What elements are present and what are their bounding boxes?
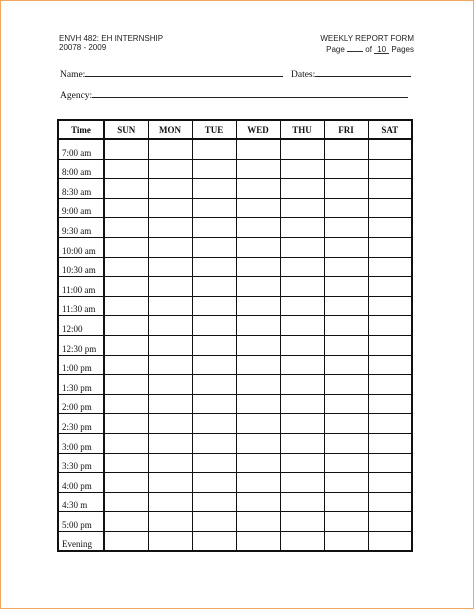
table-row xyxy=(58,492,412,512)
schedule-cell-tue[interactable] xyxy=(192,179,236,199)
schedule-cell-mon[interactable] xyxy=(148,512,192,532)
schedule-cell-sun[interactable] xyxy=(104,512,148,532)
dates-input-line[interactable] xyxy=(315,67,411,77)
schedule-cell-mon[interactable] xyxy=(148,355,192,375)
schedule-cell-thu[interactable] xyxy=(280,531,324,551)
schedule-cell-fri[interactable] xyxy=(324,492,368,512)
schedule-cell-tue[interactable] xyxy=(192,218,236,238)
schedule-cell-sun[interactable] xyxy=(104,355,148,375)
schedule-cell-tue[interactable] xyxy=(192,139,236,159)
schedule-cell-wed[interactable] xyxy=(236,492,280,512)
schedule-cell-sat[interactable] xyxy=(368,335,412,355)
schedule-cell-mon[interactable] xyxy=(148,335,192,355)
schedule-cell-sat[interactable] xyxy=(368,394,412,414)
schedule-cell-tue[interactable] xyxy=(192,316,236,336)
schedule-cell-tue[interactable] xyxy=(192,473,236,493)
schedule-cell-wed[interactable] xyxy=(236,473,280,493)
time-slot-label: 8:00 am xyxy=(58,159,104,179)
schedule-cell-sat[interactable] xyxy=(368,257,412,277)
schedule-cell-wed[interactable] xyxy=(236,335,280,355)
time-slot-label: 7:00 am xyxy=(58,139,104,159)
schedule-cell-wed[interactable] xyxy=(236,375,280,395)
time-slot-label: 5:00 pm xyxy=(58,512,104,532)
schedule-cell-wed[interactable] xyxy=(236,512,280,532)
schedule-cell-fri[interactable] xyxy=(324,237,368,257)
time-slot-label: 2:30 pm xyxy=(58,414,104,434)
schedule-cell-thu[interactable] xyxy=(280,433,324,453)
schedule-cell-fri[interactable] xyxy=(324,433,368,453)
schedule-cell-mon[interactable] xyxy=(148,277,192,297)
time-slot-label: 10:30 am xyxy=(58,257,104,277)
schedule-cell-sat[interactable] xyxy=(368,198,412,218)
schedule-cell-sat[interactable] xyxy=(368,375,412,395)
schedule-cell-wed[interactable] xyxy=(236,296,280,316)
schedule-cell-sun[interactable] xyxy=(104,375,148,395)
schedule-cell-sat[interactable] xyxy=(368,414,412,434)
schedule-cell-sun[interactable] xyxy=(104,414,148,434)
schedule-cell-mon[interactable] xyxy=(148,394,192,414)
schedule-cell-fri[interactable] xyxy=(324,453,368,473)
schedule-cell-mon[interactable] xyxy=(148,139,192,159)
schedule-cell-sat[interactable] xyxy=(368,355,412,375)
table-row xyxy=(58,512,412,532)
schedule-cell-mon[interactable] xyxy=(148,218,192,238)
schedule-cell-fri[interactable] xyxy=(324,139,368,159)
time-slot-label: 2:00 pm xyxy=(58,394,104,414)
schedule-cell-fri[interactable] xyxy=(324,473,368,493)
schedule-cell-fri[interactable] xyxy=(324,179,368,199)
table-row xyxy=(58,139,412,159)
schedule-cell-mon[interactable] xyxy=(148,375,192,395)
page-count-line xyxy=(320,43,414,54)
schedule-cell-wed[interactable] xyxy=(236,355,280,375)
schedule-cell-sat[interactable] xyxy=(368,277,412,297)
page-suffix: Pages xyxy=(391,45,414,54)
schedule-cell-sat[interactable] xyxy=(368,179,412,199)
schedule-cell-wed[interactable] xyxy=(236,257,280,277)
schedule-cell-mon[interactable] xyxy=(148,237,192,257)
time-slot-label: 12:30 pm xyxy=(58,335,104,355)
time-slot-label: 4:30 m xyxy=(58,492,104,512)
time-slot-label: 4:00 pm xyxy=(58,473,104,493)
schedule-cell-tue[interactable] xyxy=(192,277,236,297)
schedule-cell-sun[interactable] xyxy=(104,335,148,355)
column-header-fri: FRI xyxy=(324,120,368,139)
page-of: of xyxy=(365,45,372,54)
schedule-cell-tue[interactable] xyxy=(192,355,236,375)
schedule-cell-thu[interactable] xyxy=(280,257,324,277)
time-slot-label: 1:00 pm xyxy=(58,355,104,375)
schedule-cell-sun[interactable] xyxy=(104,218,148,238)
table-row xyxy=(58,394,412,414)
table-row xyxy=(58,433,412,453)
column-header-wed: WED xyxy=(236,120,280,139)
schedule-cell-thu[interactable] xyxy=(280,316,324,336)
schedule-cell-sat[interactable] xyxy=(368,218,412,238)
schedule-cell-thu[interactable] xyxy=(280,179,324,199)
form-title: WEEKLY REPORT FORM xyxy=(320,34,414,43)
schedule-cell-mon[interactable] xyxy=(148,179,192,199)
schedule-cell-tue[interactable] xyxy=(192,296,236,316)
table-row xyxy=(58,375,412,395)
schedule-cell-sat[interactable] xyxy=(368,433,412,453)
schedule-cell-sat[interactable] xyxy=(368,531,412,551)
schedule-cell-tue[interactable] xyxy=(192,492,236,512)
schedule-cell-wed[interactable] xyxy=(236,198,280,218)
schedule-cell-tue[interactable] xyxy=(192,375,236,395)
schedule-cell-wed[interactable] xyxy=(236,394,280,414)
name-label: Name: xyxy=(60,70,86,80)
schedule-cell-thu[interactable] xyxy=(280,159,324,179)
schedule-cell-wed[interactable] xyxy=(236,139,280,159)
time-slot-label: 1:30 pm xyxy=(58,375,104,395)
schedule-cell-fri[interactable] xyxy=(324,375,368,395)
schedule-cell-fri[interactable] xyxy=(324,257,368,277)
table-row xyxy=(58,257,412,277)
schedule-cell-sun[interactable] xyxy=(104,453,148,473)
schedule-cell-tue[interactable] xyxy=(192,433,236,453)
schedule-cell-wed[interactable] xyxy=(236,237,280,257)
schedule-cell-tue[interactable] xyxy=(192,257,236,277)
column-header-mon: MON xyxy=(148,120,192,139)
column-header-time: Time xyxy=(58,120,104,139)
schedule-cell-fri[interactable] xyxy=(324,414,368,434)
schedule-cell-thu[interactable] xyxy=(280,139,324,159)
schedule-cell-thu[interactable] xyxy=(280,198,324,218)
schedule-cell-sun[interactable] xyxy=(104,531,148,551)
schedule-cell-sun[interactable] xyxy=(104,237,148,257)
schedule-cell-wed[interactable] xyxy=(236,433,280,453)
schedule-cell-sun[interactable] xyxy=(104,316,148,336)
schedule-cell-sat[interactable] xyxy=(368,139,412,159)
table-row xyxy=(58,218,412,238)
name-input-line[interactable] xyxy=(85,67,283,77)
schedule-cell-mon[interactable] xyxy=(148,453,192,473)
schedule-cell-sat[interactable] xyxy=(368,453,412,473)
schedule-cell-wed[interactable] xyxy=(236,277,280,297)
time-slot-label: 12:00 xyxy=(58,316,104,336)
time-slot-label: 10:00 am xyxy=(58,237,104,257)
schedule-cell-fri[interactable] xyxy=(324,316,368,336)
table-row xyxy=(58,277,412,297)
time-slot-label: 11:00 am xyxy=(58,277,104,297)
table-row xyxy=(58,473,412,493)
schedule-cell-sun[interactable] xyxy=(104,492,148,512)
schedule-cell-tue[interactable] xyxy=(192,414,236,434)
schedule-cell-wed[interactable] xyxy=(236,179,280,199)
name-field xyxy=(60,67,283,80)
schedule-cell-mon[interactable] xyxy=(148,198,192,218)
schedule-cell-tue[interactable] xyxy=(192,531,236,551)
schedule-cell-wed[interactable] xyxy=(236,531,280,551)
schedule-cell-sun[interactable] xyxy=(104,257,148,277)
course-title: ENVH 482: EH INTERNSHIP xyxy=(59,34,164,43)
schedule-cell-sun[interactable] xyxy=(104,394,148,414)
schedule-cell-tue[interactable] xyxy=(192,198,236,218)
schedule-cell-wed[interactable] xyxy=(236,218,280,238)
schedule-cell-tue[interactable] xyxy=(192,335,236,355)
schedule-cell-thu[interactable] xyxy=(280,277,324,297)
schedule-cell-mon[interactable] xyxy=(148,492,192,512)
table-row xyxy=(58,335,412,355)
page-number-blank[interactable] xyxy=(347,43,363,52)
schedule-cell-sat[interactable] xyxy=(368,296,412,316)
schedule-cell-fri[interactable] xyxy=(324,512,368,532)
schedule-cell-mon[interactable] xyxy=(148,159,192,179)
time-slot-label: 9:30 am xyxy=(58,218,104,238)
schedule-cell-sun[interactable] xyxy=(104,179,148,199)
schedule-cell-thu[interactable] xyxy=(280,355,324,375)
page-prefix: Page xyxy=(326,45,345,54)
agency-label: Agency: xyxy=(60,91,93,101)
weekly-schedule-table xyxy=(57,119,413,552)
form-header xyxy=(320,34,414,54)
column-header-thu: THU xyxy=(280,120,324,139)
schedule-cell-tue[interactable] xyxy=(192,237,236,257)
page-total: 10 xyxy=(374,45,389,54)
schedule-cell-sat[interactable] xyxy=(368,473,412,493)
table-row xyxy=(58,453,412,473)
time-slot-label: 8:30 am xyxy=(58,179,104,199)
schedule-cell-mon[interactable] xyxy=(148,414,192,434)
schedule-cell-thu[interactable] xyxy=(280,453,324,473)
table-row xyxy=(58,316,412,336)
schedule-cell-fri[interactable] xyxy=(324,159,368,179)
time-slot-label: 3:00 pm xyxy=(58,433,104,453)
schedule-cell-thu[interactable] xyxy=(280,218,324,238)
time-slot-label: 3:30 pm xyxy=(58,453,104,473)
schedule-cell-fri[interactable] xyxy=(324,277,368,297)
agency-input-line[interactable] xyxy=(92,88,408,98)
schedule-cell-wed[interactable] xyxy=(236,159,280,179)
schedule-cell-mon[interactable] xyxy=(148,316,192,336)
schedule-cell-sun[interactable] xyxy=(104,159,148,179)
dates-field xyxy=(291,67,411,80)
schedule-cell-fri[interactable] xyxy=(324,355,368,375)
schedule-cell-sat[interactable] xyxy=(368,159,412,179)
schedule-cell-thu[interactable] xyxy=(280,473,324,493)
schedule-cell-mon[interactable] xyxy=(148,473,192,493)
schedule-cell-tue[interactable] xyxy=(192,159,236,179)
schedule-cell-wed[interactable] xyxy=(236,453,280,473)
schedule-cell-fri[interactable] xyxy=(324,198,368,218)
dates-label: Dates: xyxy=(291,70,316,80)
schedule-cell-sun[interactable] xyxy=(104,473,148,493)
schedule-cell-sun[interactable] xyxy=(104,198,148,218)
time-slot-label: 11:30 am xyxy=(58,296,104,316)
column-header-sat: SAT xyxy=(368,120,412,139)
table-row xyxy=(58,237,412,257)
schedule-cell-mon[interactable] xyxy=(148,531,192,551)
table-body xyxy=(58,139,412,551)
schedule-cell-fri[interactable] xyxy=(324,394,368,414)
schedule-cell-mon[interactable] xyxy=(148,257,192,277)
schedule-cell-wed[interactable] xyxy=(236,414,280,434)
schedule-cell-wed[interactable] xyxy=(236,316,280,336)
schedule-cell-thu[interactable] xyxy=(280,492,324,512)
schedule-cell-thu[interactable] xyxy=(280,335,324,355)
table-header-row xyxy=(58,120,412,139)
table-row xyxy=(58,414,412,434)
table-row xyxy=(58,296,412,316)
time-slot-label: Evening xyxy=(58,531,104,551)
agency-field xyxy=(60,88,408,101)
time-slot-label: 9:00 am xyxy=(58,198,104,218)
schedule-cell-sun[interactable] xyxy=(104,433,148,453)
schedule-cell-fri[interactable] xyxy=(324,218,368,238)
schedule-cell-mon[interactable] xyxy=(148,296,192,316)
schedule-cell-thu[interactable] xyxy=(280,237,324,257)
table-row xyxy=(58,159,412,179)
schedule-cell-fri[interactable] xyxy=(324,296,368,316)
schedule-cell-thu[interactable] xyxy=(280,296,324,316)
schedule-cell-thu[interactable] xyxy=(280,512,324,532)
column-header-sun: SUN xyxy=(104,120,148,139)
table-row xyxy=(58,198,412,218)
schedule-cell-sat[interactable] xyxy=(368,512,412,532)
schedule-cell-sat[interactable] xyxy=(368,492,412,512)
schedule-cell-tue[interactable] xyxy=(192,512,236,532)
schedule-cell-thu[interactable] xyxy=(280,375,324,395)
schedule-cell-sat[interactable] xyxy=(368,316,412,336)
schedule-cell-tue[interactable] xyxy=(192,453,236,473)
schedule-cell-mon[interactable] xyxy=(148,433,192,453)
schedule-cell-fri[interactable] xyxy=(324,531,368,551)
table-row xyxy=(58,531,412,551)
schedule-cell-sun[interactable] xyxy=(104,139,148,159)
course-header xyxy=(59,34,163,52)
table-row xyxy=(58,179,412,199)
schedule-cell-thu[interactable] xyxy=(280,394,324,414)
schedule-cell-tue[interactable] xyxy=(192,394,236,414)
schedule-cell-sun[interactable] xyxy=(104,277,148,297)
academic-year: 20078 - 2009 xyxy=(59,43,107,52)
schedule-cell-fri[interactable] xyxy=(324,335,368,355)
schedule-cell-thu[interactable] xyxy=(280,414,324,434)
column-header-tue: TUE xyxy=(192,120,236,139)
schedule-cell-sun[interactable] xyxy=(104,296,148,316)
table-row xyxy=(58,355,412,375)
schedule-cell-sat[interactable] xyxy=(368,237,412,257)
